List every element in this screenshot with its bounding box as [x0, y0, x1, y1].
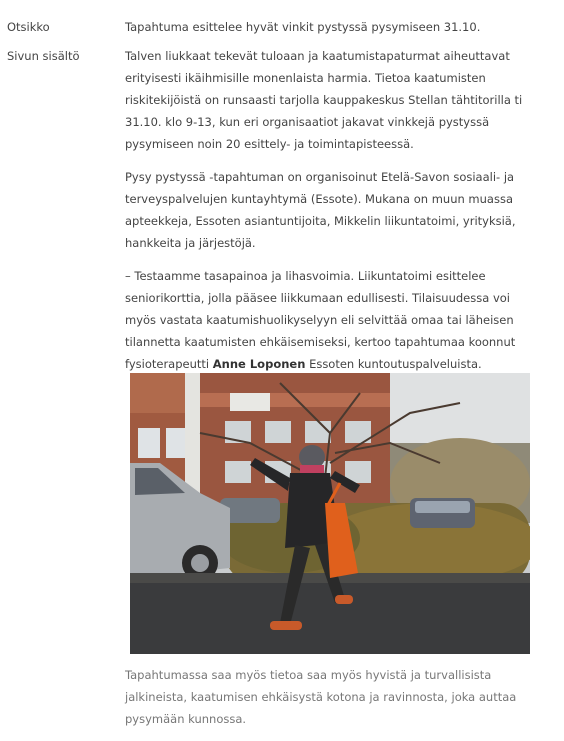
- content-label: Sivun sisältö: [7, 49, 80, 63]
- paragraph-1: Talven liukkaat tekevät tuloaan ja kaatumistapaturmat aiheuttavat erityisesti ikäihmisille monenlaista harmia. Tietoa kaatumisten riskitekijöistä on runsaasti tarjolla kauppakeskus Stellan tähtitorilla ti 31.10. klo 9-13, kun eri organisaatiot jakavat vinkkejä pystyssä pysymiseen noin 20 esittely- ja toimintapisteessä.: [125, 49, 523, 151]
- photo-illustration: [130, 373, 530, 654]
- paragraph-3: [125, 265, 525, 375]
- person-name: Anne Loponen: [212, 357, 306, 371]
- paragraph-2: Pysy pystyssä -tapahtuman on organisoinut Etelä-Savon sosiaali- ja terveyspalvelujen kuntayhtymä (Essote). Mukana on muun muassa apteekkeja, Essoten asiantuntijoita, Mikkelin liikuntatoimi, yrityksiä, hankkeita ja järjestöjä.: [125, 170, 516, 250]
- paragraph-3-text: – Testaamme tasapainoa ja lihasvoimia. Liikuntatoimi esittelee seniorikorttia, jolla pääsee liikkumaan edullisesti. Tilaisuudessa voi myös vastata kaatumishuolikyselyyn eli selvittää omaa tai läheisen tilannetta kaatumisten ehkäisemiseksi, kertoo tapahtumaa koonnut fysioterapeutti: [125, 269, 516, 371]
- event-photo: [130, 373, 530, 654]
- content-body: [125, 45, 525, 386]
- paragraph-3-end: Essoten kuntoutuspalveluista.: [309, 357, 482, 371]
- title-value: Tapahtuma esittelee hyvät vinkit pystyssä pysymiseen 31.10.: [125, 20, 481, 34]
- title-label: Otsikko: [7, 20, 50, 34]
- photo-caption: Tapahtumassa saa myös tietoa saa myös hyvistä ja turvallisista jalkineista, kaatumisen ehkäisystä kotona ja ravinnosta, joka auttaa pysymään kunnossa.: [125, 668, 517, 726]
